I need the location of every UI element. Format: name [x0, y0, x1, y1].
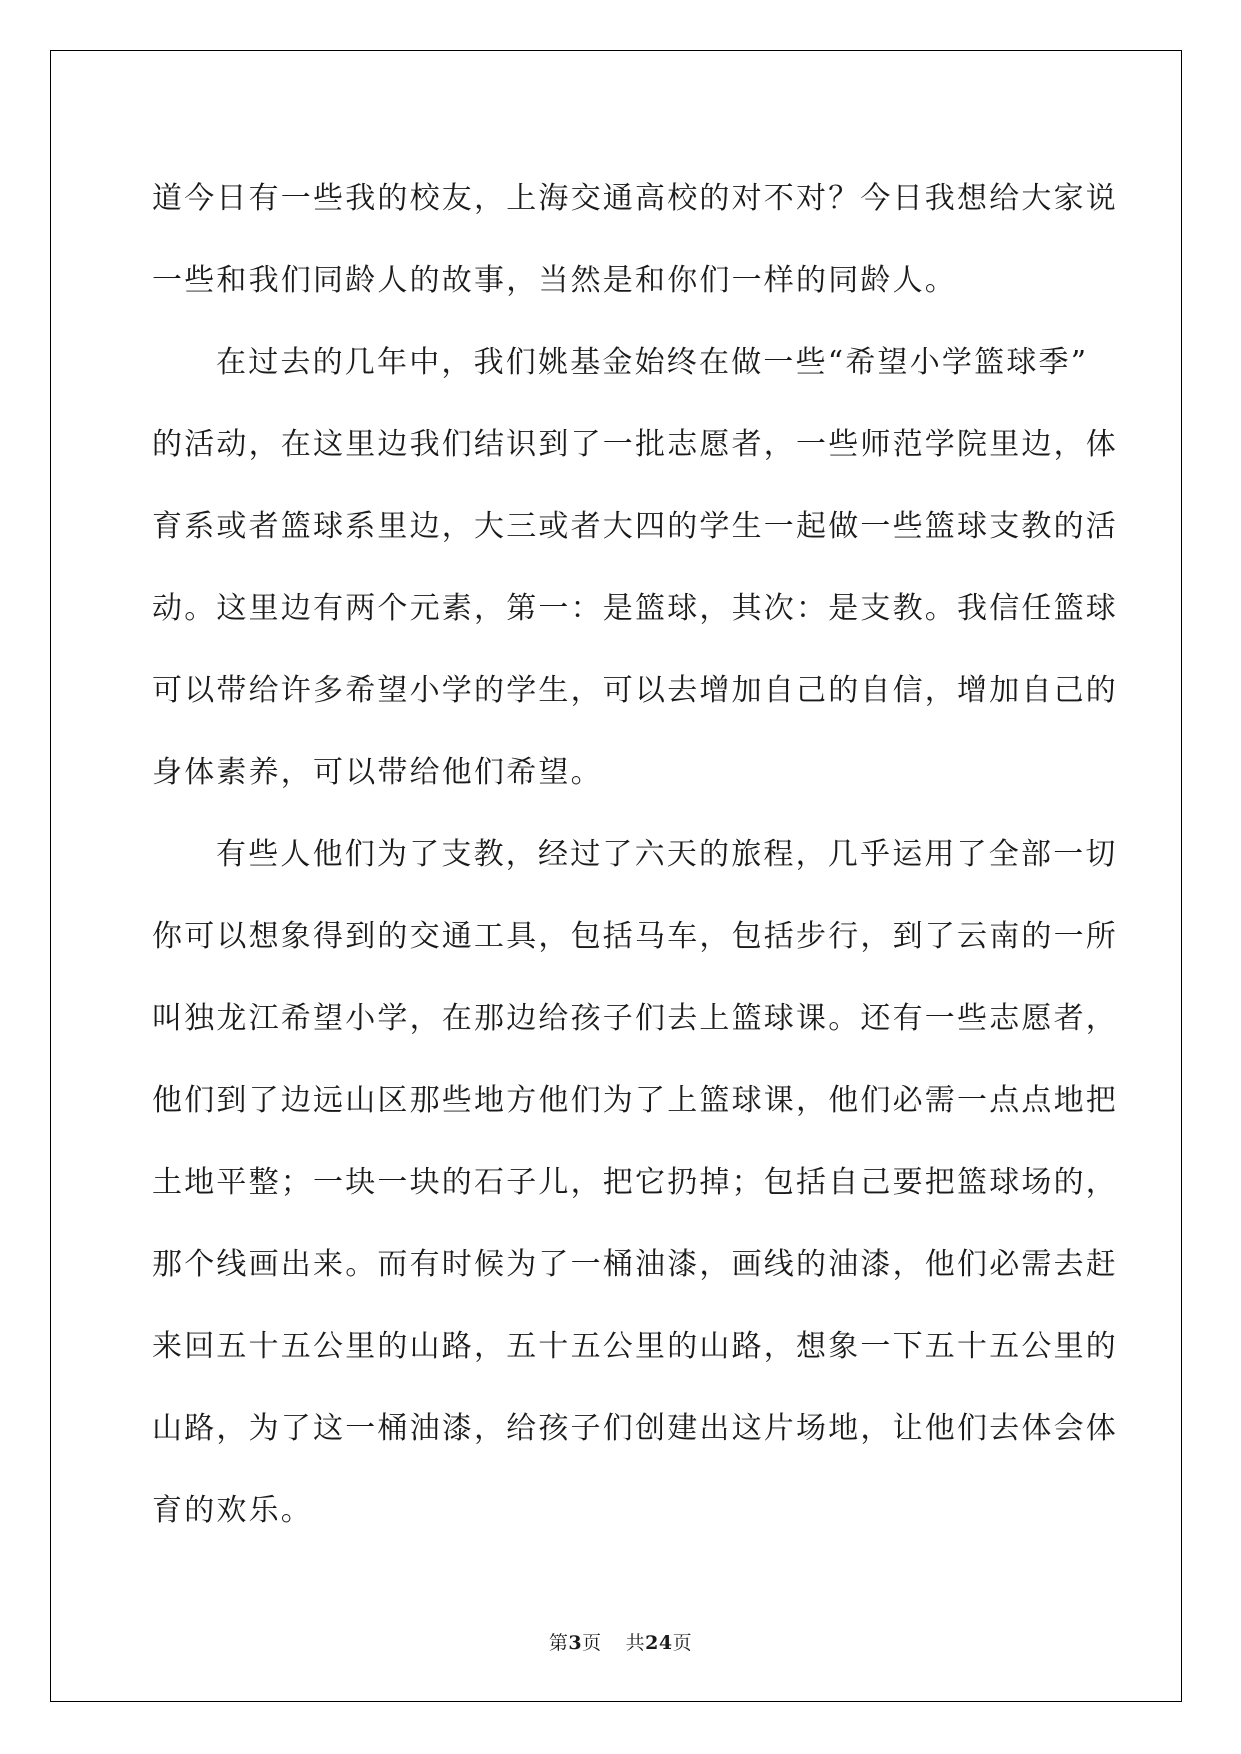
paragraph-1	[152, 158, 1118, 322]
page-suffix: 页	[582, 1632, 602, 1654]
text-line: 的活动，在这里边我们结识到了一批志愿者，一些师范学院里边，体	[152, 427, 1118, 462]
text-line: 可以带给许多希望小学的学生，可以去增加自己的自信，增加自己的	[152, 673, 1118, 708]
text-line: 身体素养，可以带给他们希望。	[152, 755, 603, 790]
text-line: 一些和我们同龄人的故事，当然是和你们一样的同龄人。	[152, 263, 957, 298]
paragraph-2	[152, 322, 1118, 814]
text-line: 来回五十五公里的山路，五十五公里的山路，想象一下五十五公里的	[152, 1329, 1118, 1364]
page-prefix: 第	[548, 1632, 569, 1654]
text-line: 山路，为了这一桶油漆，给孩子们创建出这片场地，让他们去体会体	[152, 1411, 1118, 1446]
document-body	[152, 158, 1118, 1552]
total-prefix: 共	[625, 1632, 646, 1654]
text-line: 育的欢乐。	[152, 1493, 313, 1528]
text-line: 在过去的几年中，我们姚基金始终在做一些“希望小学篮球季”	[216, 345, 1089, 380]
page-number: 3	[568, 1632, 583, 1654]
page-footer	[0, 1628, 1241, 1655]
text-line: 那个线画出来。而有时候为了一桶油漆，画线的油漆，他们必需去赶	[152, 1247, 1118, 1282]
text-line: 有些人他们为了支教，经过了六天的旅程，几乎运用了全部一切	[216, 837, 1118, 872]
paragraph-3	[152, 814, 1118, 1552]
text-line: 他们到了边远山区那些地方他们为了上篮球课，他们必需一点点地把	[152, 1083, 1118, 1118]
text-line: 道今日有一些我的校友，上海交通高校的对不对？今日我想给大家说	[152, 181, 1118, 216]
total-pages: 24	[645, 1632, 673, 1654]
text-line: 叫独龙江希望小学，在那边给孩子们去上篮球课。还有一些志愿者，	[152, 1001, 1118, 1036]
text-line: 土地平整；一块一块的石子儿，把它扔掉；包括自己要把篮球场的，	[152, 1165, 1118, 1200]
text-line: 你可以想象得到的交通工具，包括马车，包括步行，到了云南的一所	[152, 919, 1118, 954]
total-suffix: 页	[672, 1632, 693, 1654]
text-line: 育系或者篮球系里边，大三或者大四的学生一起做一些篮球支教的活	[152, 509, 1118, 544]
text-line: 动。这里边有两个元素，第一：是篮球，其次：是支教。我信任篮球	[152, 591, 1118, 626]
